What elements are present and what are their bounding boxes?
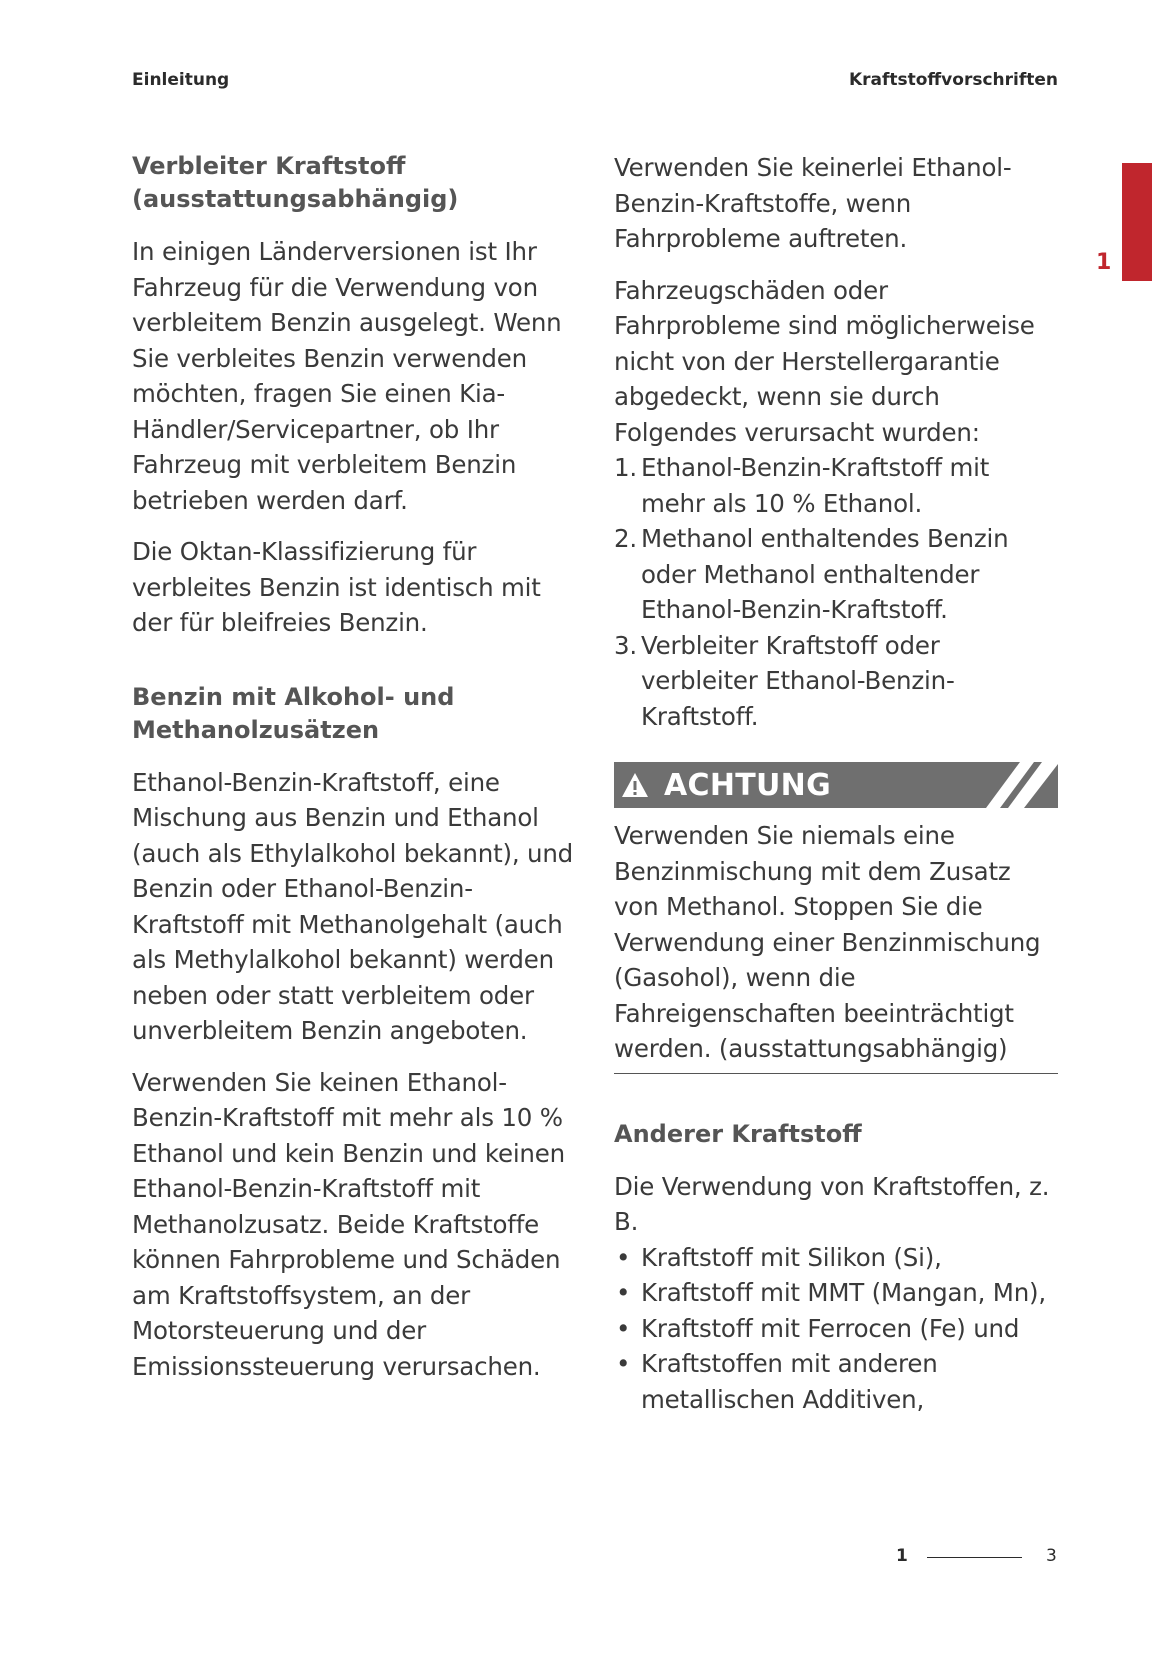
list-item xyxy=(614,521,1058,628)
warning-stripes-decoration xyxy=(986,762,1058,808)
footer-divider xyxy=(927,1557,1022,1558)
list-item xyxy=(614,450,1058,521)
footer-page-number: 3 xyxy=(1046,1546,1057,1566)
section-title-leaded-fuel: Verbleiter Kraftstoff (ausstattungsabhängig) xyxy=(132,152,459,213)
list-item-text: Kraftstoff mit Ferrocen (Fe) und xyxy=(641,1313,1020,1343)
right-column xyxy=(614,150,1058,1417)
additive-fuel-list xyxy=(614,1240,1058,1418)
list-item-text: Verbleiter Kraftstoff oder verbleiter Ethanol-Benzin-Kraftstoff. xyxy=(641,630,955,731)
section-title-other-fuel: Anderer Kraftstoff xyxy=(614,1119,862,1148)
damage-causes-list xyxy=(614,450,1058,734)
footer-chapter-number: 1 xyxy=(896,1546,908,1566)
list-item xyxy=(614,1346,1058,1417)
bullet-mark: • xyxy=(616,1278,631,1307)
paragraph: Fahrzeugschäden oder Fahrprobleme sind möglicherweise nicht von der Herstellergarantie abgedeckt, wenn sie durch Folgendes verursacht wurden: xyxy=(614,275,1035,447)
paragraph: Die Verwendung von Kraftstoffen, z. B. xyxy=(614,1171,1050,1236)
list-item-text: Kraftstoff mit Silikon (Si), xyxy=(641,1242,942,1272)
warning-text: Verwenden Sie niemals eine Benzinmischung mit dem Zusatz von Methanol. Stoppen Sie die Verwendung einer Benzinmischung (Gasohol), wenn die Fahreigenschaften beeinträchtigt werden. (ausstattungsabhängig) xyxy=(614,821,1041,1063)
paragraph: Verwenden Sie keinerlei Ethanol-Benzin-Kraftstoffe, wenn Fahrprobleme auftreten. xyxy=(614,153,1012,253)
left-column xyxy=(132,150,582,1400)
list-item-text: Ethanol-Benzin-Kraftstoff mit mehr als 10 % Ethanol. xyxy=(641,453,990,518)
paragraph: Verwenden Sie keinen Ethanol-Benzin-Kraftstoff mit mehr als 10 % Ethanol und kein Benzin und keinen Ethanol-Benzin-Kraftstoff mit Methanolzusatz. Beide Kraftstoffe können Fahrprobleme und Schäden am Kraftstoffsystem, an der Motorsteuerung und der Emissionssteuerung verursachen. xyxy=(132,1067,565,1381)
chapter-tab-marker xyxy=(1122,163,1152,281)
list-item-text: Methanol enthaltendes Benzin oder Methanol enthaltender Ethanol-Benzin-Kraftstoff. xyxy=(641,524,1009,624)
list-item xyxy=(614,628,1058,735)
header-page-topic: Kraftstoffvorschriften xyxy=(848,70,1058,90)
section-title-alcohol-fuel: Benzin mit Alkohol- und Methanolzusätzen xyxy=(132,682,455,744)
list-number: 1. xyxy=(614,453,637,482)
paragraph: Ethanol-Benzin-Kraftstoff, eine Mischung aus Benzin und Ethanol (auch als Ethylalkohol bekannt), und Benzin oder Ethanol-Benzin-Kraftstoff mit Methanolgehalt (auch als Methylalkohol bekannt) werden neben oder statt verbleitem oder unverbleitem Benzin angeboten. xyxy=(132,767,574,1045)
warning-triangle-icon xyxy=(620,770,650,800)
list-item-text: Kraftstoffen mit anderen metallischen Additiven, xyxy=(641,1349,938,1414)
list-number: 2. xyxy=(614,524,637,553)
paragraph: Die Oktan-Klassifizierung für verbleites Benzin ist identisch mit der für bleifreies Benzin. xyxy=(132,537,541,637)
header-section-title: Einleitung xyxy=(132,70,230,90)
warning-title: ACHTUNG xyxy=(664,767,831,803)
bullet-mark: • xyxy=(616,1242,631,1272)
bullet-mark: • xyxy=(616,1349,631,1378)
list-item xyxy=(614,1275,1058,1311)
paragraph: In einigen Länderversionen ist Ihr Fahrzeug für die Verwendung von verbleitem Benzin ausgelegt. Wenn Sie verbleites Benzin verwenden möchten, fragen Sie einen Kia-Händler/Servicepartner, ob Ihr Fahrzeug mit verbleitem Benzin betrieben werden darf. xyxy=(132,237,562,515)
chapter-tab-number: 1 xyxy=(1096,250,1112,275)
bullet-mark: • xyxy=(616,1313,631,1343)
warning-end-divider xyxy=(614,1073,1058,1074)
warning-banner xyxy=(614,762,1058,808)
list-item xyxy=(614,1311,1058,1347)
list-item xyxy=(614,1240,1058,1276)
list-number: 3. xyxy=(614,630,637,660)
list-item-text: Kraftstoff mit MMT (Mangan, Mn), xyxy=(641,1278,1046,1307)
